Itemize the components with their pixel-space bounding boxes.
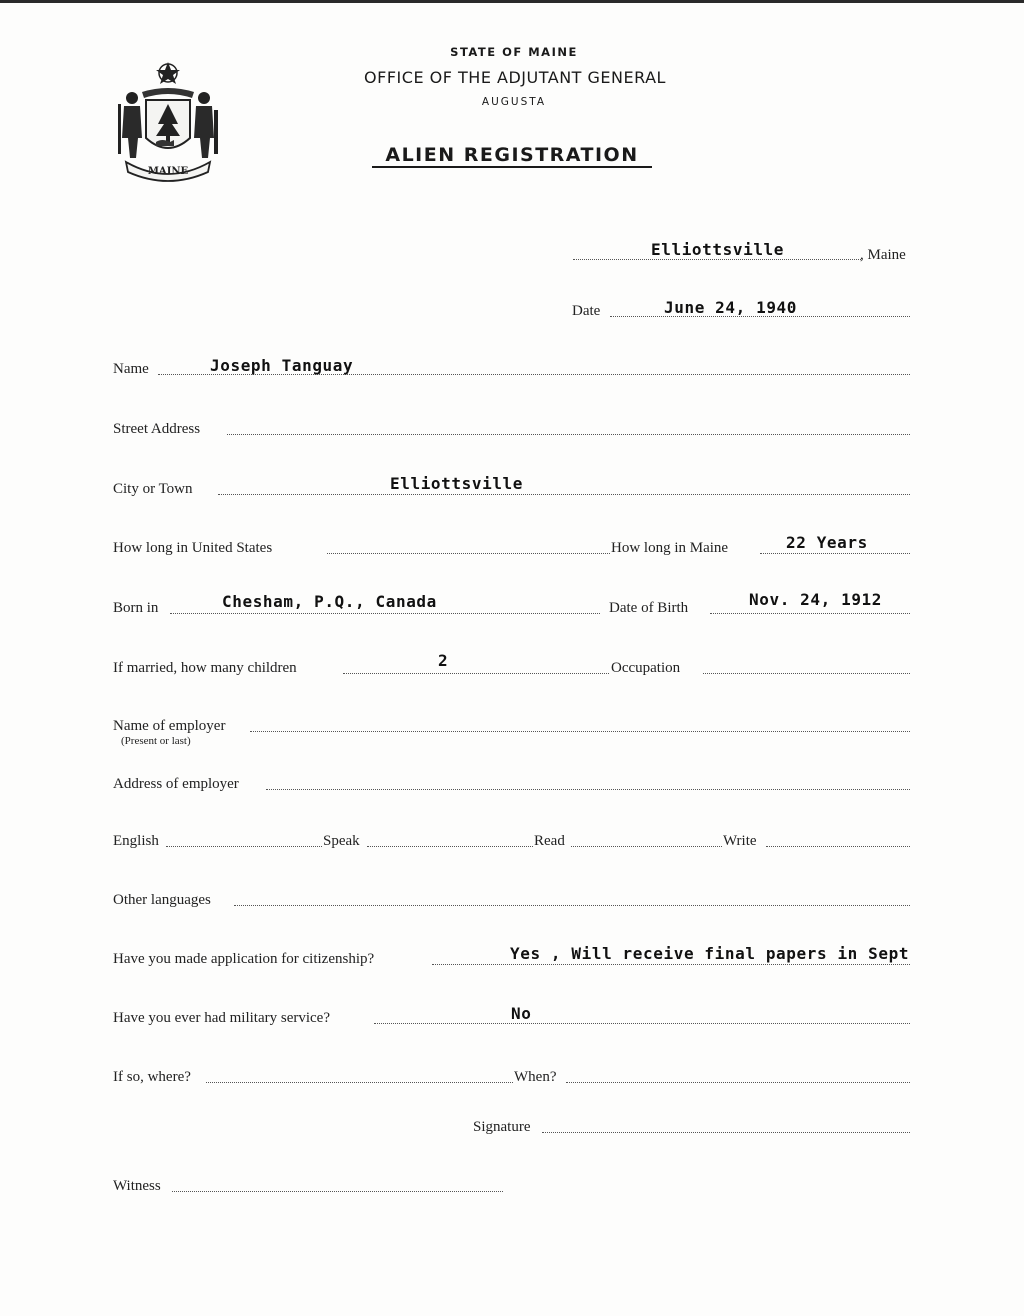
other-languages-line	[234, 905, 910, 906]
occupation-line	[703, 673, 910, 674]
born-in-line	[170, 613, 600, 614]
born-in-label: Born in	[113, 600, 159, 616]
military-value: No	[511, 1004, 532, 1023]
how-long-us-label: How long in United States	[113, 540, 273, 556]
citizenship-line	[432, 964, 910, 965]
occupation-label: Occupation	[611, 660, 681, 676]
maine-label: , Maine	[860, 247, 906, 263]
english-line	[166, 846, 322, 847]
where-line	[206, 1082, 513, 1083]
english-label: English	[113, 833, 159, 849]
scan-top-edge	[0, 0, 1024, 3]
title-underline	[372, 166, 652, 168]
header-office: OFFICE OF THE ADJUTANT GENERAL	[364, 68, 666, 87]
city-value: Elliottsville	[390, 474, 524, 493]
header-state: STATE OF MAINE	[450, 45, 578, 59]
name-label: Name	[113, 361, 149, 377]
city-label: City or Town	[113, 481, 193, 497]
citizenship-value: Yes , Will receive final papers in Sept	[510, 944, 910, 963]
employer-note: (Present or last)	[121, 735, 191, 747]
employer-label: Name of employer	[113, 718, 226, 734]
when-label: When?	[514, 1069, 557, 1085]
speak-label: Speak	[323, 833, 360, 849]
how-long-us-line	[327, 553, 610, 554]
children-value: 2	[438, 651, 449, 670]
other-languages-label: Other languages	[113, 892, 211, 908]
read-label: Read	[534, 833, 565, 849]
write-label: Write	[723, 833, 757, 849]
svg-text:MAINE: MAINE	[147, 166, 189, 177]
read-line	[571, 846, 722, 847]
witness-line	[172, 1191, 503, 1192]
town-line	[573, 259, 861, 260]
date-value: June 24, 1940	[664, 298, 798, 317]
date-label: Date	[572, 303, 601, 319]
how-long-maine-line	[760, 553, 910, 554]
header-city: AUGUSTA	[481, 96, 547, 108]
where-label: If so, where?	[113, 1069, 191, 1085]
witness-label: Witness	[113, 1178, 161, 1194]
date-of-birth-line	[710, 613, 910, 614]
how-long-maine-value: 22 Years	[786, 533, 868, 552]
date-of-birth-label: Date of Birth	[609, 600, 689, 616]
name-value: Joseph Tanguay	[210, 356, 354, 375]
born-in-value: Chesham, P.Q., Canada	[222, 592, 437, 611]
speak-line	[367, 846, 533, 847]
employer-address-line	[266, 789, 910, 790]
children-label: If married, how many children	[113, 660, 297, 676]
citizenship-label: Have you made application for citizenship?	[113, 951, 375, 967]
employer-line	[250, 731, 910, 732]
signature-line	[542, 1132, 910, 1133]
write-line	[766, 846, 910, 847]
children-line	[343, 673, 609, 674]
form-title: ALIEN REGISTRATION	[385, 144, 639, 166]
employer-address-label: Address of employer	[113, 776, 239, 792]
city-line	[218, 494, 910, 495]
street-address-label: Street Address	[113, 421, 201, 437]
town-value: Elliottsville	[651, 240, 785, 259]
signature-label: Signature	[473, 1119, 531, 1135]
when-line	[566, 1082, 910, 1083]
how-long-maine-label: How long in Maine	[611, 540, 729, 556]
date-of-birth-value: Nov. 24, 1912	[749, 590, 883, 609]
street-address-line	[227, 434, 910, 435]
military-line	[374, 1023, 910, 1024]
military-label: Have you ever had military service?	[113, 1010, 330, 1026]
